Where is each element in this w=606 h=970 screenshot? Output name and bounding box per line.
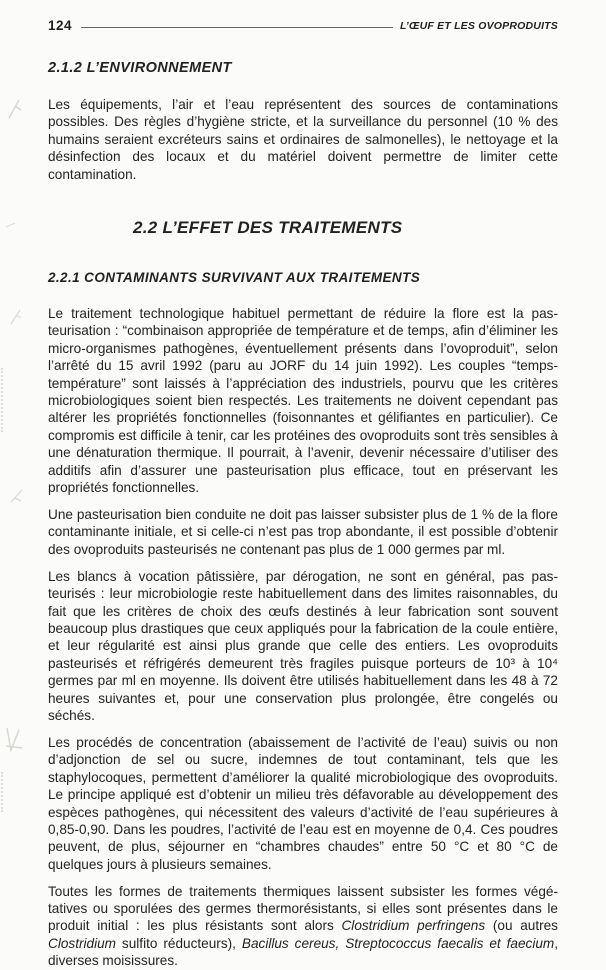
pencil-mark [8,306,24,328]
running-title: L’ŒUF ET LES OVOPRODUITS [399,19,558,32]
subsection-heading-contaminants: 2.2.1 CONTAMINANTS SURVIVANT AUX TRAITEMENTS [48,270,421,286]
scan-edge-artifact [1,368,5,432]
pencil-mark [8,486,26,506]
page-number: 124 [48,18,73,33]
body-paragraph-species: Toutes les formes de traitements thermiques laissent subsister les formes végétatives ou sporulées des germes thermorésistants, si elles sont présentes dans le produit initial : les plus résistants sont alors Clostridium perfringens (ou autres Clostridium sulfito réducteurs), Bacillus cereus, Streptococcus faecalis et faecium, diverses moisissures. [48,883,559,969]
section-heading-environnement: 2.1.2 L’ENVIRONNEMENT [48,60,232,76]
body-paragraph: Une pasteurisation bien conduite ne doit pas laisser subsister plus de 1 % de la flore contaminante initiale, et si celle-ci n’est pas trop abondante, il est possible d’obtenir des ovoproduits pasteurisés ne contenant pas plus de 1 000 germes par ml. [48,507,558,557]
section-heading-effet-traitements: 2.2 L’EFFET DES TRAITEMENTS [133,218,403,238]
scan-edge-artifact [1,772,5,812]
body-paragraph: Les équipements, l’air et l’eau représentent des sources de contaminations possibles. Des règles d’hygiène stricte, et la surveillance du personnel (10 % des humains seraient excréteurs sains et ordinaires de salmonelles), le nettoyage et la désinfection des locaux et du matériel doivent permettre de limiter cette contamination. [48,97,558,182]
body-paragraph: Les procédés de concentration (abaissement de l’activité de l’eau) suivis ou non d’adjonction de sel ou sucre, indemnes de tout contaminant, tels que les staphylocoques, permettent d’améliorer la qualité microbiologique des ovoproduits. Le principe appliqué est d’obtenir un milieu très défavorable au développement des espèces pathogènes, qui nécessitent des valeurs d’activité de l’eau supérieures à 0,85-0,90. Dans les poudres, l’activité de l’eau est en moyenne de 0,4. Ces poudres peuvent, de plus, séjourner en “chambres chaudes” entre 50 °C et 80 °C de quelques jours à plusieurs semaines. [48,734,558,872]
pencil-mark [2,722,26,756]
pencil-mark [4,220,18,230]
pencil-mark [6,96,24,122]
header-rule [81,27,393,28]
body-paragraph: Le traitement technologique habituel permettant de réduire la flore est la pasteurisation : “combinaison appropriée de température et de temps, afin d’éliminer les micro-organismes pathogènes, éventuellement présents dans l’ovoproduit”, selon l’arrêté du 15 avril 1992 (paru au JORF du 14 juin 1992). Les couples “temps-température” sont laissés à l’appréciation des industriels, pourvu que les critères microbiologiques soient bien respectés. Les traitements ne doivent cependant pas altérer les propriétés fonctionnelles (foisonnantes et gélifiantes en particulier). Ce compromis est difficile à tenir, car les protéines des ovoproduits sont très sensibles à une dénaturation thermique. Il pourrait, à l’avenir, devenir nécessaire d’utiliser des additifs afin d’assurer une pasteurisation plus efficace, tout en préservant les propriétés fonctionnelles. [48,306,558,496]
running-header [48,18,558,33]
body-paragraph: Les blancs à vocation pâtissière, par dérogation, ne sont en général, pas pasteurisés : leur microbiologie reste habituellement dans des limites raisonnables, du fait que les critères de choix des œufs destinés à leur fabrication sont souvent beaucoup plus drastiques que ceux appliqués pour la fabrication de la coule entière, et leur régularité est ainsi plus grande que celle des entiers. Les ovoproduits pasteurisés et réfrigérés demeurent très fragiles puisque porteurs de 10³ à 10⁴ germes par ml en moyenne. Ils doivent être utilisés habituellement dans les 48 à 72 heures suivantes et, pour une conservation plus prolongée, être congelés ou séchés. [48,568,558,723]
